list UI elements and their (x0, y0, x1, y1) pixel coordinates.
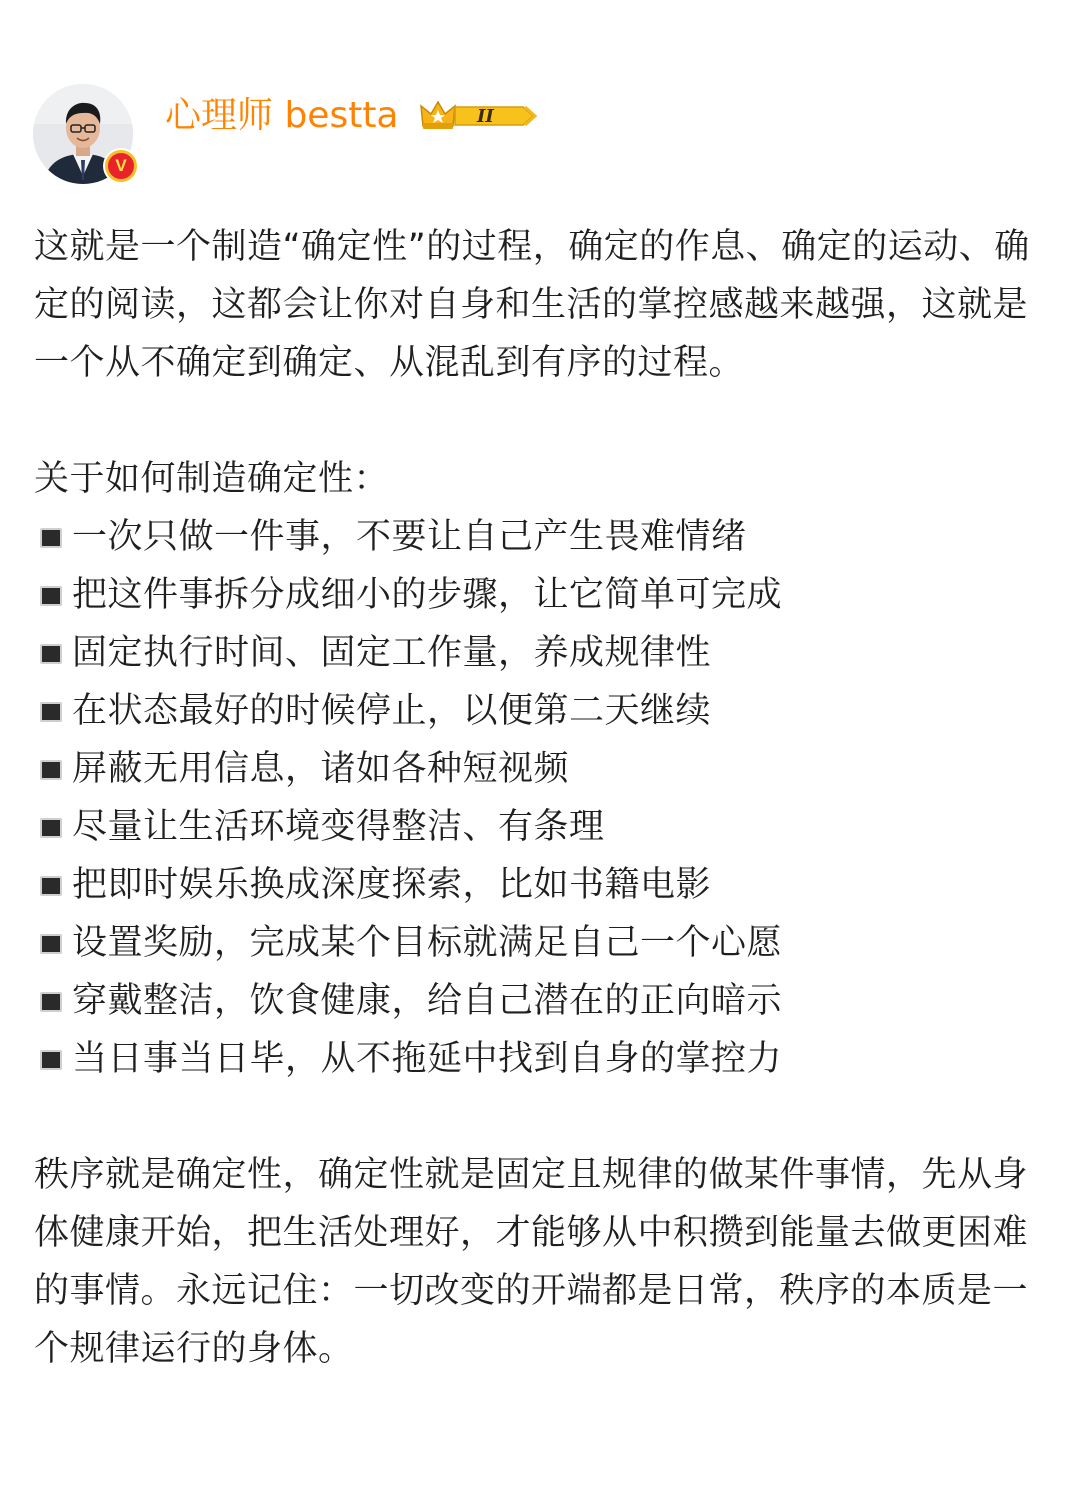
tips-list (34, 508, 1044, 1088)
black-square-bullet-icon (40, 992, 62, 1012)
paragraph-spacer (34, 392, 1044, 450)
post-intro-paragraph: 这就是一个制造“确定性”的过程，确定的作息、确定的运动、确定的阅读，这都会让你对自身和生活的掌控感越来越强，这就是一个从不确定到确定、从混乱到有序的过程。 (34, 227, 1030, 383)
black-square-bullet-icon (40, 586, 62, 606)
post-author-header (33, 84, 633, 188)
black-square-bullet-icon (40, 818, 62, 838)
verified-icon: V (105, 150, 137, 182)
level-badge-text: II (477, 106, 494, 127)
list-item: 当日事当日毕，从不拖延中找到自身的掌控力 (34, 1030, 1044, 1088)
list-heading: 关于如何制造确定性： (34, 459, 390, 499)
black-square-bullet-icon (40, 702, 62, 722)
post-body (34, 218, 1044, 1378)
author-name[interactable]: 心理师 bestta (165, 95, 399, 136)
list-item: 一次只做一件事，不要让自己产生畏难情绪 (34, 508, 1044, 566)
black-square-bullet-icon (40, 934, 62, 954)
paragraph-spacer (34, 1088, 1044, 1146)
list-item: 在状态最好的时候停止，以便第二天继续 (34, 682, 1044, 740)
list-item: 穿戴整洁，饮食健康，给自己潜在的正向暗示 (34, 972, 1044, 1030)
crown-level-badge-icon[interactable] (419, 98, 547, 136)
list-item: 固定执行时间、固定工作量，养成规律性 (34, 624, 1044, 682)
black-square-bullet-icon (40, 1050, 62, 1070)
black-square-bullet-icon (40, 644, 62, 664)
post-conclusion-paragraph: 秩序就是确定性，确定性就是固定且规律的做某件事情，先从身体健康开始，把生活处理好，才能够从中积攒到能量去做更困难的事情。永远记住：一切改变的开端都是日常，秩序的本质是一个规律运行的身体。 (34, 1155, 1029, 1369)
black-square-bullet-icon (40, 760, 62, 780)
list-item: 把这件事拆分成细小的步骤，让它简单可完成 (34, 566, 1044, 624)
black-square-bullet-icon (40, 876, 62, 896)
list-item: 把即时娱乐换成深度探索，比如书籍电影 (34, 856, 1044, 914)
list-item: 尽量让生活环境变得整洁、有条理 (34, 798, 1044, 856)
list-item: 屏蔽无用信息，诸如各种短视频 (34, 740, 1044, 798)
list-item: 设置奖励，完成某个目标就满足自己一个心愿 (34, 914, 1044, 972)
black-square-bullet-icon (40, 528, 62, 548)
